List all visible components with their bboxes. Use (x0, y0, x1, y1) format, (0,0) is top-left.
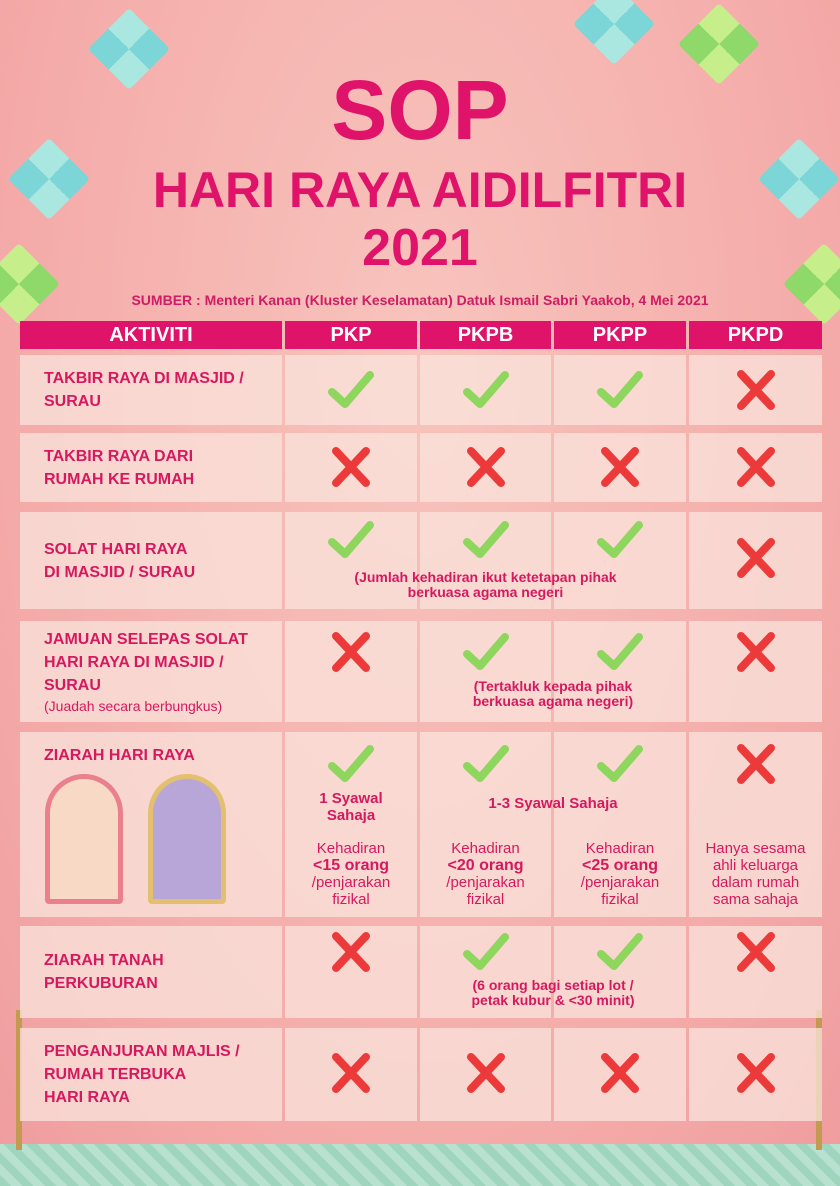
check-icon (597, 370, 643, 410)
detail-text: Kehadiran <25 orang /penjarakan fizikal (580, 840, 660, 908)
cross-icon (463, 1053, 509, 1093)
activity-cell: PENGANJURAN MAJLIS / RUMAH TERBUKA HARI RAYA (20, 1028, 282, 1121)
check-icon (328, 370, 374, 410)
window-illustration (45, 774, 123, 904)
check-icon (597, 520, 643, 560)
check-icon (597, 744, 643, 784)
cross-icon (733, 1053, 779, 1093)
check-icon (463, 932, 509, 972)
check-icon (597, 632, 643, 672)
note-text: (6 orang bagi setiap lot / petak kubur & <30 minit) (471, 977, 635, 1008)
source-text: SUMBER : Menteri Kanan (Kluster Keselamatan) Datuk Ismail Sabri Yaakob, 4 Mei 2021 (131, 292, 709, 308)
title-year: 2021 (362, 219, 478, 277)
activity-cell: ZIARAH TANAH PERKUBURAN (20, 926, 282, 1018)
detail-text: Kehadiran <15 orang /penjarakan fizikal (311, 840, 391, 908)
cross-icon (733, 538, 779, 578)
cross-icon (733, 932, 779, 972)
cross-icon (733, 632, 779, 672)
footer-pattern (0, 1144, 840, 1186)
check-icon (597, 932, 643, 972)
header-pkpd: PKPD (689, 321, 822, 349)
check-icon (328, 520, 374, 560)
window-illustration (148, 774, 226, 904)
cross-icon (597, 1053, 643, 1093)
cross-icon (328, 447, 374, 487)
header-aktiviti: AKTIVITI (20, 321, 282, 349)
cross-icon (328, 1053, 374, 1093)
cross-icon (463, 447, 509, 487)
header-pkpp: PKPP (554, 321, 686, 349)
check-icon (463, 520, 509, 560)
header-pkpb: PKPB (420, 321, 551, 349)
other-days-text: 1-3 Syawal Sahaja (488, 795, 618, 812)
activity-cell: TAKBIR RAYA DI MASJID / SURAU (20, 355, 282, 425)
pkp-days-text: 1 Syawal Sahaja (319, 790, 383, 824)
cross-icon (733, 370, 779, 410)
cross-icon (328, 932, 374, 972)
check-icon (463, 744, 509, 784)
detail-text: Hanya sesama ahli keluarga dalam rumah sama sahaja (705, 840, 806, 908)
detail-text: Kehadiran <20 orang /penjarakan fizikal (446, 840, 525, 908)
cross-icon (733, 744, 779, 784)
check-icon (328, 744, 374, 784)
cross-icon (733, 447, 779, 487)
title-sop: SOP (331, 63, 509, 157)
note-text: (Jumlah kehadiran ikut ketetapan pihak berkuasa agama negeri (354, 569, 617, 600)
title-event: HARI RAYA AIDILFITRI (152, 162, 688, 218)
check-icon (463, 632, 509, 672)
cross-icon (328, 632, 374, 672)
activity-cell: ZIARAH HARI RAYA (20, 732, 282, 917)
header-pkp: PKP (285, 321, 417, 349)
activity-cell: JAMUAN SELEPAS SOLAT HARI RAYA DI MASJID / SURAU (Juadah secara berbungkus) (20, 621, 282, 722)
activity-cell: TAKBIR RAYA DARI RUMAH KE RUMAH (20, 433, 282, 502)
note-text: (Tertakluk kepada pihak berkuasa agama negeri) (472, 678, 634, 709)
check-icon (463, 370, 509, 410)
cross-icon (597, 447, 643, 487)
activity-cell: SOLAT HARI RAYA DI MASJID / SURAU (20, 512, 282, 609)
